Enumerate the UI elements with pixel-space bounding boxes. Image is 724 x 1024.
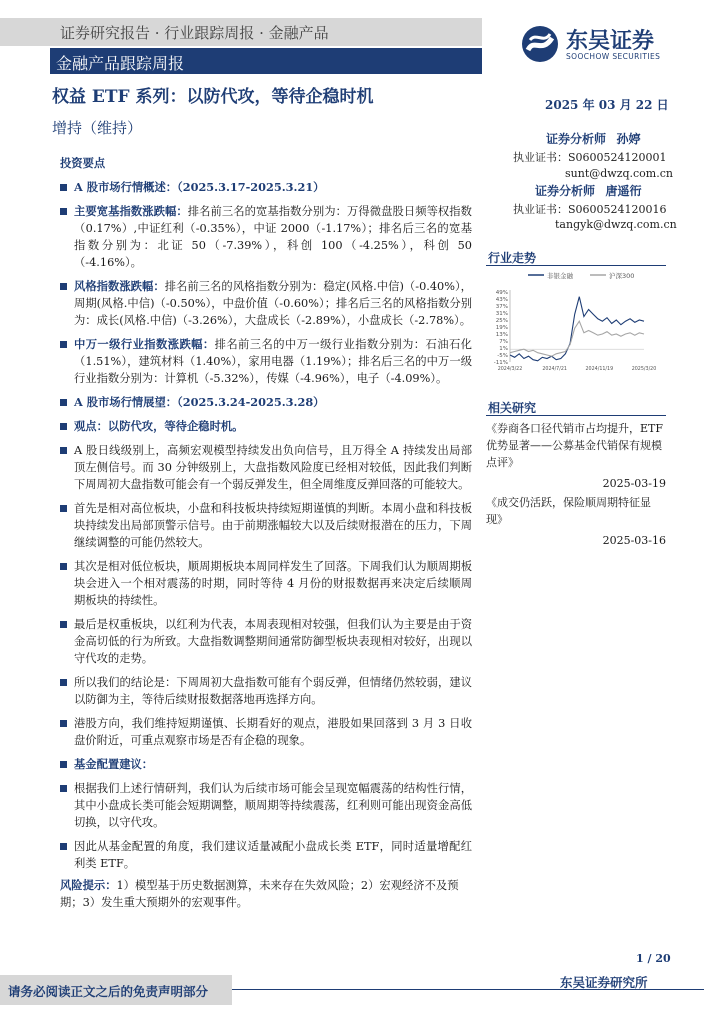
trend-heading: 行业走势 xyxy=(488,251,537,265)
analyst-2-name: 唐遥衎 xyxy=(605,184,642,198)
y-tick-label: 13% xyxy=(495,332,508,338)
bullet-icon xyxy=(60,341,67,348)
footer-institute: 东吴证券研究所 xyxy=(560,975,648,990)
trend-chart xyxy=(488,266,688,378)
sec3-item-2: 因此从基金配置的角度，我们建议适量减配小盘成长类 ETF，同时适量增配红利类 ETF。 xyxy=(60,838,472,872)
key-points-heading: 投资要点 xyxy=(60,156,106,170)
y-tick-label: 7% xyxy=(499,339,508,345)
report-series: 金融产品跟踪周报 xyxy=(56,54,185,73)
y-tick-label: 31% xyxy=(495,311,508,317)
bullet-icon xyxy=(60,761,67,768)
bullet-icon xyxy=(60,843,67,850)
y-tick-label: -11% xyxy=(493,360,508,366)
sec2-item-2: 首先是相对高位板块，小盘和科技板块持续短期谨慎的判断。本周小盘和科技板块持续发出局部顶警示信号。由于前期涨幅较大以及后续财报潜在的压力，下周继续调整的可能仍然较大。 xyxy=(60,500,472,551)
related-list xyxy=(486,420,666,549)
y-tick-label: 1% xyxy=(499,346,508,352)
sec1-title: A 股市场行情概述：（2025.3.17-2025.3.21） xyxy=(60,179,472,196)
x-tick-label: 2024/11/19 xyxy=(585,367,614,372)
bullet-icon xyxy=(60,184,67,191)
related-heading: 相关研究 xyxy=(488,401,537,415)
analyst-2-cert: 执业证书：S0600524120016 xyxy=(513,203,667,216)
footer-disclaimer-band xyxy=(0,975,232,1005)
x-tick-label: 2024/3/22 xyxy=(497,367,523,372)
risk-label: 风险提示： xyxy=(60,878,117,892)
sec2-item-4: 最后是权重板块，以红利为代表，本周表现相对较强，但我们认为主要是由于资金高切低的行为所致。大盘指数调整期间通常防御型板块表现相对较好，出现以守代攻的走势。 xyxy=(60,616,472,667)
bullet-icon xyxy=(60,563,67,570)
bullet-icon xyxy=(60,447,67,454)
risk-note xyxy=(60,877,472,911)
y-tick-label: 49% xyxy=(495,290,508,296)
analyst-2-email[interactable]: tangyk@dwzq.com.cn xyxy=(555,218,677,231)
related-item-1-title[interactable]: 《券商各口径代销市占均提升，ETF 优势显著——公募基金代销保有规模点评》 xyxy=(486,422,663,469)
logo-en: SOOCHOW SECURITIES xyxy=(566,52,661,61)
page-title: 权益 ETF 系列：以防代攻，等待企稳时机 xyxy=(52,87,374,107)
sec2-item-6: 港股方向，我们维持短期谨慎、长期看好的观点，港股如果回落到 3 月 3 日收盘价附近，可重点观察市场是否有企稳的现象。 xyxy=(60,715,472,749)
analyst-1-name: 孙婷 xyxy=(616,132,641,146)
report-date: 2025 年 03 月 22 日 xyxy=(545,98,669,112)
risk-text: 1）模型基于历史数据测算，未来存在失效风险；2）宏观经济不及预期；3）发生重大预期外的宏观事件。 xyxy=(60,879,459,909)
footer-disclaimer[interactable]: 请务必阅读正文之后的免责声明部分 xyxy=(8,984,209,999)
sec2-view: 观点：以防代攻，等待企稳时机。 xyxy=(60,418,472,435)
y-tick-label: 43% xyxy=(495,297,508,303)
rating: 增持（维持） xyxy=(52,119,143,137)
y-tick-label: -5% xyxy=(497,353,508,359)
analyst-1-role-name xyxy=(546,130,641,147)
x-tick-label: 2025/3/20 xyxy=(631,367,657,372)
sec2-item-5: 所以我们的结论是：下周周初大盘指数可能有个弱反弹，但情绪仍然较弱，建议以防御为主，等待后续财报数据落地再选择方向。 xyxy=(60,674,472,708)
related-divider xyxy=(486,415,666,416)
y-tick-label: 25% xyxy=(495,318,508,324)
x-tick-label: 2024/7/21 xyxy=(542,367,567,372)
bullet-icon xyxy=(60,208,67,215)
sub-band xyxy=(50,48,482,74)
sec3-item-1: 根据我们上述行情研判，我们认为后续市场可能会呈现宽幅震荡的结构性行情，其中小盘成长类可能会短期调整，顺周期等持续震荡，红利则可能出现资金高低切换，以守代攻。 xyxy=(60,780,472,831)
company-logo xyxy=(520,22,700,66)
sec1-item-1: 主要宽基指数涨跌幅：排名前三名的宽基指数分别为：万得微盘股日频等权指数（0.17%）,中证红利（-0.35%），中证 2000（-1.17%）；排名后三名的宽基指数分别为：北证 50（-7.39%），科创 100（-4.25%），科创 50（-4.16%）。 xyxy=(60,203,472,271)
legend-label: 沪深300 xyxy=(609,272,635,280)
sec3-title: 基金配置建议： xyxy=(60,756,472,773)
bullet-icon xyxy=(60,621,67,628)
y-tick-label: 37% xyxy=(495,304,508,310)
analyst-2-role-name xyxy=(535,182,642,199)
bullet-icon xyxy=(60,785,67,792)
top-band xyxy=(0,18,482,46)
related-item-1-date: 2025-03-19 xyxy=(602,477,666,490)
bullet-icon xyxy=(60,283,67,290)
main-body xyxy=(60,155,472,879)
sec2-title: A 股市场行情展望：（2025.3.24-2025.3.28） xyxy=(60,394,472,411)
sec2-item-3: 其次是相对低位板块，顺周期板块本周同样发生了回落。下周我们认为顺周期板块会进入一个相对震荡的时期，同时等待 4 月份的财报数据再来决定后续顺周期板块的持续性。 xyxy=(60,558,472,609)
bullet-icon xyxy=(60,423,67,430)
related-item-2-title[interactable]: 《成交仍活跃，保险顺周期特征显现》 xyxy=(486,496,651,526)
sec1-item-3: 中万一级行业指数涨跌幅：排名前三名的中万一级行业指数分别为：石油石化（1.51%），建筑材料（1.40%），家用电器（1.19%）；排名后三名的中万一级行业指数分别为：计算机（-5.32%），传媒（-4.96%），电子（-4.09%）。 xyxy=(60,336,472,387)
sec1-item-2: 风格指数涨跌幅：排名前三名的风格指数分别为：稳定(风格.中信)（-0.40%），周期(风格.中信)（-0.50%），中盘价值（-0.60%）；排名后三名的风格指数分别为：成长(风格.中信)（-3.26%），大盘成长（-2.89%），小盘成长（-2.78%）。 xyxy=(60,278,472,329)
bullet-icon xyxy=(60,505,67,512)
bullet-icon xyxy=(60,679,67,686)
analyst-1-cert: 执业证书：S0600524120001 xyxy=(513,151,667,164)
bullet-icon xyxy=(60,399,67,406)
soochow-logo-icon xyxy=(520,24,560,64)
y-tick-label: 19% xyxy=(495,325,508,331)
series-line-2 xyxy=(510,321,644,356)
analyst-2-role: 证券分析师 xyxy=(535,184,596,198)
analyst-1-role: 证券分析师 xyxy=(546,132,607,146)
sec2-item-1: A 股日线级别上，高频宏观模型持续发出负向信号，且万得全 A 持续发出局部顶左侧信号。而 30 分钟级别上，大盘指数风险度已经相对较低，因此我们判断下周周初大盘指数可能会有一个弱反弹发生，但全周维度反弹回落的可能较大。 xyxy=(60,442,472,493)
legend-label: 非银金融 xyxy=(547,272,573,280)
analyst-1-email[interactable]: sunt@dwzq.com.cn xyxy=(565,167,673,180)
related-item-2-date: 2025-03-16 xyxy=(602,534,666,547)
bullet-icon xyxy=(60,720,67,727)
page-number: 1 / 20 xyxy=(636,952,671,965)
report-type: 证券研究报告 · 行业跟踪周报 · 金融产品 xyxy=(60,24,329,42)
logo-cn: 东吴证券 xyxy=(566,29,655,54)
